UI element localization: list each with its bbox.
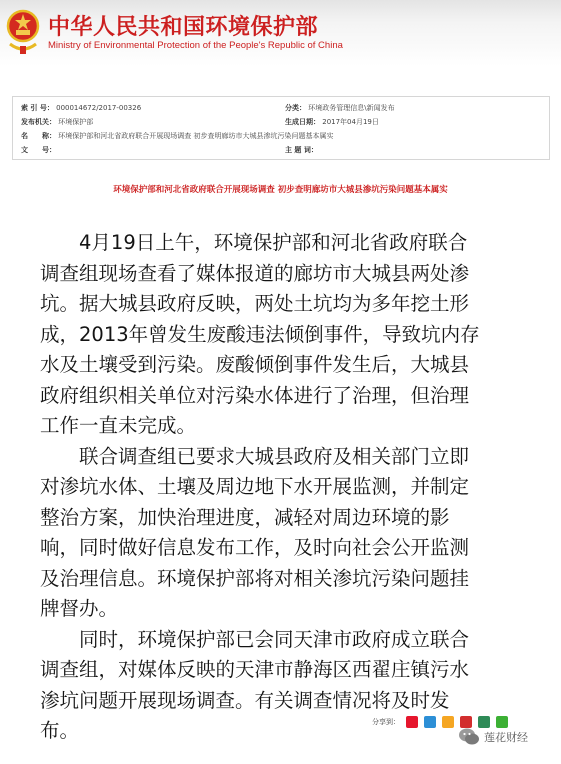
docno-row — [21, 145, 56, 155]
publisher-row — [21, 117, 93, 127]
weibo-icon[interactable] — [406, 716, 418, 728]
date-label: 生成日期： — [285, 118, 320, 126]
body-line: 渗坑问题开展现场调查。有关调查情况将及时发 — [40, 688, 450, 712]
index-row — [21, 103, 141, 113]
topic-label: 主 题 词： — [285, 146, 318, 154]
document-metadata-table — [12, 96, 550, 160]
docno-label: 文 号： — [21, 146, 56, 154]
header-banner — [0, 0, 561, 66]
body-line: 调查组现场查看了媒体报道的廊坊市大城县两处渗 — [40, 261, 470, 285]
category-row — [285, 103, 395, 113]
wechat-logo-icon — [458, 726, 480, 748]
index-label: 索 引 号： — [21, 104, 54, 112]
date-row — [285, 117, 379, 127]
body-line: 成，2013年曾发生废酸违法倾倒事件，导致坑内存 — [40, 322, 480, 346]
index-value: 000014672/2017-00326 — [56, 104, 142, 112]
body-line: 响，同时做好信息发布工作，及时向社会公开监测 — [40, 536, 470, 559]
topic-row — [285, 145, 318, 155]
body-line: 水及土壤受到污染。废酸倾倒事件发生后，大城县 — [40, 353, 470, 376]
body-line: 布。 — [40, 719, 80, 742]
watermark — [458, 726, 528, 748]
category-label: 分类： — [285, 104, 306, 112]
title-label: 名 称： — [21, 132, 56, 140]
category-value: 环境政务管理信息\新闻发布 — [308, 104, 395, 112]
date-value: 2017年04月19日 — [322, 118, 379, 126]
title-value: 环境保护部和河北省政府联合开展现场调查 初步查明廊坊市大城县渗坑污染问题基本属实 — [58, 132, 334, 140]
body-line: 4月19日上午，环境保护部和河北省政府联合 — [40, 231, 468, 254]
body-line: 对渗坑水体、土壤及周边地下水开展监测，并制定 — [40, 475, 470, 498]
share-label: 分享到： — [372, 718, 400, 726]
article-title: 环境保护部和河北省政府联合开展现场调查 初步查明廊坊市大城县渗坑污染问题基本属实 — [113, 185, 448, 195]
tencent-weibo-icon[interactable] — [424, 716, 436, 728]
publisher-label: 发布机关： — [21, 118, 56, 126]
publisher-value: 环境保护部 — [58, 118, 94, 126]
ministry-name-en: Ministry of Environmental Protection of the People's Republic of China — [48, 40, 343, 51]
qzone-icon[interactable] — [442, 716, 454, 728]
body-line: 同时，环境保护部已会同天津市政府成立联合 — [40, 627, 470, 651]
body-line: 及治理信息。环境保护部将对相关渗坑污染问题挂 — [40, 566, 470, 590]
title-row — [21, 131, 333, 141]
body-line: 调查组，对媒体反映的天津市静海区西翟庄镇污水 — [40, 658, 470, 681]
body-line: 政府组织相关单位对污染水体进行了治理，但治理 — [40, 383, 470, 407]
national-emblem-icon — [6, 6, 40, 58]
body-line: 工作一直未完成。 — [40, 414, 197, 437]
ministry-name-cn: 中华人民共和国环境保护部 — [48, 15, 319, 40]
body-line: 坑。据大城县政府反映，两处土坑均为多年挖土形 — [40, 292, 470, 315]
body-line: 联合调查组已要求大城县政府及相关部门立即 — [40, 444, 470, 468]
watermark-text: 莲花财经 — [484, 731, 528, 744]
body-line: 牌督办。 — [40, 597, 119, 620]
body-line: 整治方案，加快治理进度，减轻对周边环境的影 — [40, 505, 450, 529]
article-body — [40, 228, 530, 747]
